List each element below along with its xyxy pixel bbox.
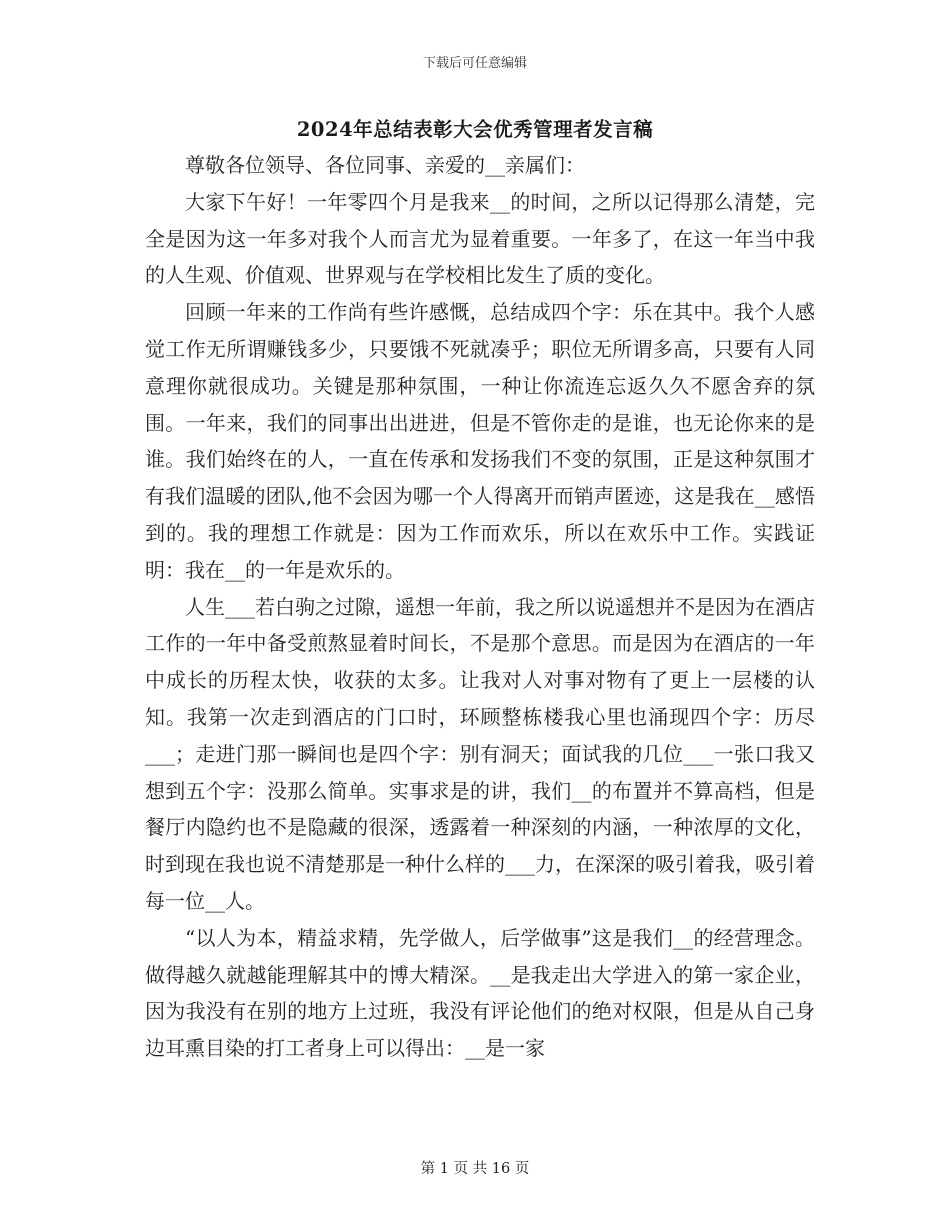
paragraph: 回顾一年来的工作尚有些许感慨，总结成四个字：乐在其中。我个人感觉工作无所谓赚钱多少，只要饿不死就凑乎；职位无所谓多高，只要有人同意理你就很成功。关键是那种氛围，一种让你流连忘返久久不愿舍弃的氛围。一年来，我们的同事出出进进，但是不管你走的是谁，也无论你来的是谁。我们始终在的人，一直在传承和发扬我们不变的氛围，正是这种氛围才有我们温暖的团队,他不会因为哪一个人得离开而销声匿迹，这是我在__感悟到的。我的理想工作就是：因为工作而欢乐，所以在欢乐中工作。实践证明：我在__的一年是欢乐的。 — [145, 300, 815, 582]
document-body — [145, 147, 815, 1067]
paragraph: 人生___若白驹之过隙，遥想一年前，我之所以说遥想并不是因为在酒店工作的一年中备受煎熬显着时间长，不是那个意思。而是因为在酒店的一年中成长的历程太快，收获的太多。让我对人对事对物有了更上一层楼的认知。我第一次走到酒店的门口时，环顾整栋楼我心里也涌现四个字：历尽___；走进门那一瞬间也是四个字：别有洞天；面试我的几位___一张口我又想到五个字：没那么简单。实事求是的讲，我们__的布置并不算高档，但是餐厅内隐约也不是隐藏的很深，透露着一种深刻的内涵，一种浓厚的文化，时到现在我也说不清楚那是一种什么样的___力，在深深的吸引着我，吸引着每一位__人。 — [145, 594, 815, 913]
document-title: 2024年总结表彰大会优秀管理者发言稿 — [296, 118, 654, 141]
paragraph: “以人为本，精益求精，先学做人，后学做事”这是我们__的经营理念。做得越久就越能理解其中的博大精深。__是我走出大学进入的第一家企业，因为我没有在别的地方上过班，我没有评论他们的绝对权限，但是从自己身边耳熏目染的打工者身上可以得出：__是一家 — [145, 925, 815, 1061]
page-header-note: 下载后可任意编辑 — [422, 56, 527, 71]
paragraph: 大家下午好！一年零四个月是我来__的时间，之所以记得那么清楚，完全是因为这一年多对我个人而言尤为显着重要。一年多了，在这一年当中我的人生观、价值观、世界观与在学校相比发生了质的变化。 — [145, 189, 815, 288]
page-number: 第 1 页 共 16 页 — [420, 1161, 530, 1177]
paragraph-greeting: 尊敬各位领导、各位同事、亲爱的__亲属们： — [185, 153, 585, 177]
